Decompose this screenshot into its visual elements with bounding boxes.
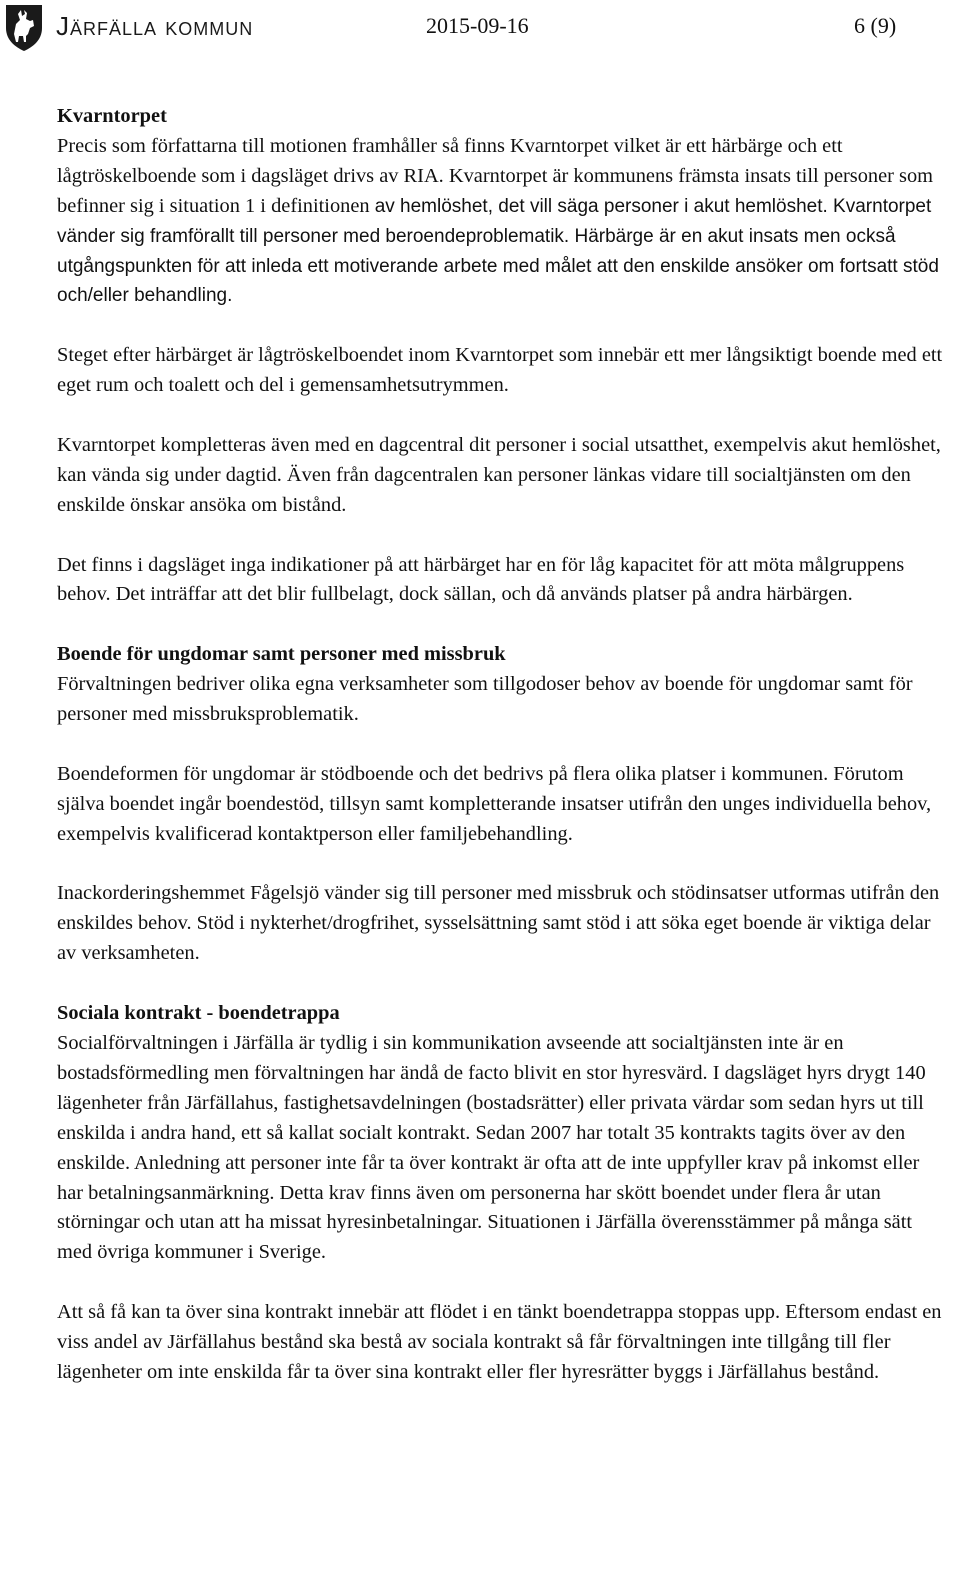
paragraph-text-sans: av hemlöshet, det vill säga personer i akut hemlöshet. Kvarntorpet vänder sig framförallt till personer med beroendeproblematik. Härbärge är en akut insats men också utgångspunkten för att inleda ett motiverande arbete med målet att den enskilde ansöker om fortsatt stöd och/eller behandling. — [57, 195, 939, 307]
section-heading-boende: Boende för ungdomar samt personer med missbruk — [57, 643, 506, 666]
paragraph-kvarntorpet-2: Steget efter härbärget är lågtröskelboendet inom Kvarntorpet som innebär ett mer långsiktigt boende med ett eget rum och toalett och del i gemensamhetsutrymmen. — [57, 344, 943, 397]
paragraph-sociala-2: Att så få kan ta över sina kontrakt innebär att flödet i en tänkt boendetrappa stoppas upp. Eftersom endast en viss andel av Järfällahus bestånd ska bestå av sociala kontrakt så får förvaltningen inte tillgång till fler lägenheter om inte enskilda får ta över sina kontrakt eller fler hyresrätter byggs i Järfällahus bestånd. — [57, 1301, 942, 1383]
paragraph-kvarntorpet-4: Det finns i dagsläget inga indikationer på att härbärget har en för låg kapacitet för att möta målgruppens behov. Det inträffar att det blir fullbelagt, dock sällan, och då används platser på andra härbärgen. — [57, 553, 905, 606]
paragraph-kvarntorpet-1 — [57, 132, 947, 311]
section-heading-sociala: Sociala kontrakt - boendetrappa — [57, 1002, 340, 1025]
paragraph-sociala-1: Socialförvaltningen i Järfälla är tydlig i sin kommunikation avseende att socialtjänsten inte är en bostadsförmedling men förvaltningen har ändå de facto blivit en stor hyresvärd. I dagsläget hyrs drygt 140 lägenheter från Järfällahus, fastighetsavdelningen (bostadsrätter) eller privata värdar som sedan hyrs ut till enskilda i andra hand, ett så kallat socialt kontrakt. Sedan 2007 har totalt 35 kontrakts tagits över av den enskilde. Anledning att personer inte får ta över kontrakt är ofta att de inte uppfyller krav på inkomst eller har betalningsanmärkning. Detta krav finns även om personerna har skött boendet under flera år utan störningar och utan att ha missat hyresinbetalningar. Situationen i Järfälla överensstämmer på många sätt med övriga kommuner i Sverige. — [57, 1031, 926, 1264]
paragraph-boende-1: Förvaltningen bedriver olika egna verksamheter som tillgodoser behov av boende för ungdomar samt för personer med missbruksproblematik. — [57, 673, 913, 726]
deer-crest-icon — [2, 2, 46, 52]
paragraph-boende-2: Boendeformen för ungdomar är stödboende och det bedrivs på flera olika platser i kommunen. Förutom själva boendet ingår boendestöd, tillsyn samt kompletterande insatser utifrån den unges individuella behov, exempelvis kvalificerad kontaktperson eller familjebehandling. — [57, 762, 932, 845]
page-header — [0, 0, 960, 60]
section-heading-kvarntorpet: Kvarntorpet — [57, 105, 167, 127]
paragraph-boende-3: Inackorderingshemmet Fågelsjö vänder sig till personer med missbruk och stödinsatser utformas utifrån den enskildes behov. Stöd i nykterhet/drogfrihet, sysselsättning samt stöd i att söka eget boende är viktiga delar av verksamheten. — [57, 882, 940, 965]
paragraph-kvarntorpet-3: Kvarntorpet kompletteras även med en dagcentral dit personer i social utsatthet, exempelvis akut hemlöshet, kan vända sig under dagtid. Även från dagcentralen kan personer länkas vidare till socialtjänsten om den enskilde önskar ansöka om bistånd. — [57, 433, 941, 516]
page-number: 6 (9) — [854, 13, 897, 38]
document-body — [57, 102, 947, 1418]
paragraph-text: Precis som författarna till motionen framhåller så finns Kvarntorpet vilket är ett härbärge och ett lågtröskelboende som i dagsläget drivs av RIA. Kvarntorpet är kommunens främsta insats till personer som befinner sig i situation 1 i definitionen — [57, 134, 934, 217]
document-date: 2015-09-16 — [426, 13, 529, 38]
org-name: Järfälla kommun — [56, 11, 254, 41]
